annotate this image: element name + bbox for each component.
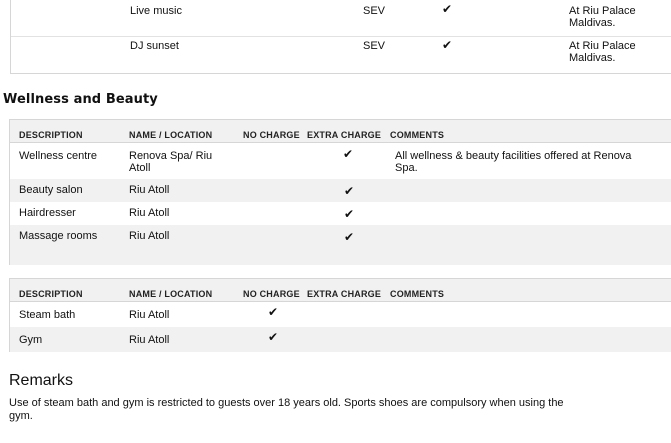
check-icon: ✔	[343, 147, 354, 161]
entertainment-table	[10, 0, 671, 74]
check-icon: ✔	[344, 207, 355, 221]
remarks-title: Remarks	[9, 372, 74, 389]
row-description: Hairdresser	[19, 207, 76, 219]
header-no-charge: NO CHARGE	[243, 289, 300, 299]
row-code: SEV	[363, 5, 386, 17]
fitness-table	[9, 278, 671, 352]
row-location: Renova Spa/ Riu Atoll	[129, 150, 213, 174]
header-description: DESCRIPTION	[19, 130, 83, 140]
header-extra-charge: EXTRA CHARGE	[307, 130, 382, 140]
row-description: Gym	[19, 334, 43, 346]
check-icon: ✔	[442, 2, 453, 16]
table-row	[10, 202, 671, 225]
remarks-text: Use of steam bath and gym is restricted to guests over 18 years old. Sports shoes are compulsory when using the gym.	[9, 397, 564, 422]
table-header	[10, 120, 671, 143]
row-location: Riu Atoll	[129, 334, 170, 346]
table-row	[10, 302, 671, 327]
row-description: Steam bath	[19, 309, 76, 321]
header-comments: COMMENTS	[390, 289, 445, 299]
check-icon: ✔	[268, 330, 279, 344]
row-comment: All wellness & beauty facilities offered at Renova Spa.	[395, 150, 632, 174]
row-description: Beauty salon	[19, 184, 83, 196]
header-name-location: NAME / LOCATION	[129, 130, 213, 140]
row-description: Wellness centre	[19, 150, 98, 162]
header-extra-charge: EXTRA CHARGE	[307, 289, 382, 299]
row-location: Riu Atoll	[129, 184, 170, 196]
table-row	[10, 143, 671, 179]
row-code: SEV	[363, 40, 386, 52]
table-row	[10, 179, 671, 202]
table-row	[11, 37, 671, 74]
header-name-location: NAME / LOCATION	[129, 289, 213, 299]
table-header	[10, 279, 671, 302]
table-row	[10, 327, 671, 352]
section-title: Wellness and Beauty	[3, 92, 158, 107]
row-location: Riu Atoll	[129, 309, 170, 321]
check-icon: ✔	[344, 230, 355, 244]
wellness-table	[9, 119, 671, 265]
check-icon: ✔	[268, 305, 279, 319]
header-no-charge: NO CHARGE	[243, 130, 300, 140]
table-row	[11, 0, 671, 37]
row-comment: At Riu Palace Maldivas.	[569, 40, 636, 64]
header-comments: COMMENTS	[390, 130, 445, 140]
row-name: Live music	[130, 5, 182, 17]
row-location: Riu Atoll	[129, 230, 170, 242]
check-icon: ✔	[442, 38, 453, 52]
check-icon: ✔	[344, 184, 355, 198]
header-description: DESCRIPTION	[19, 289, 83, 299]
row-description: Massage rooms	[19, 230, 98, 242]
row-comment: At Riu Palace Maldivas.	[569, 5, 636, 29]
row-name: DJ sunset	[130, 40, 179, 52]
row-location: Riu Atoll	[129, 207, 170, 219]
table-row	[10, 225, 671, 265]
